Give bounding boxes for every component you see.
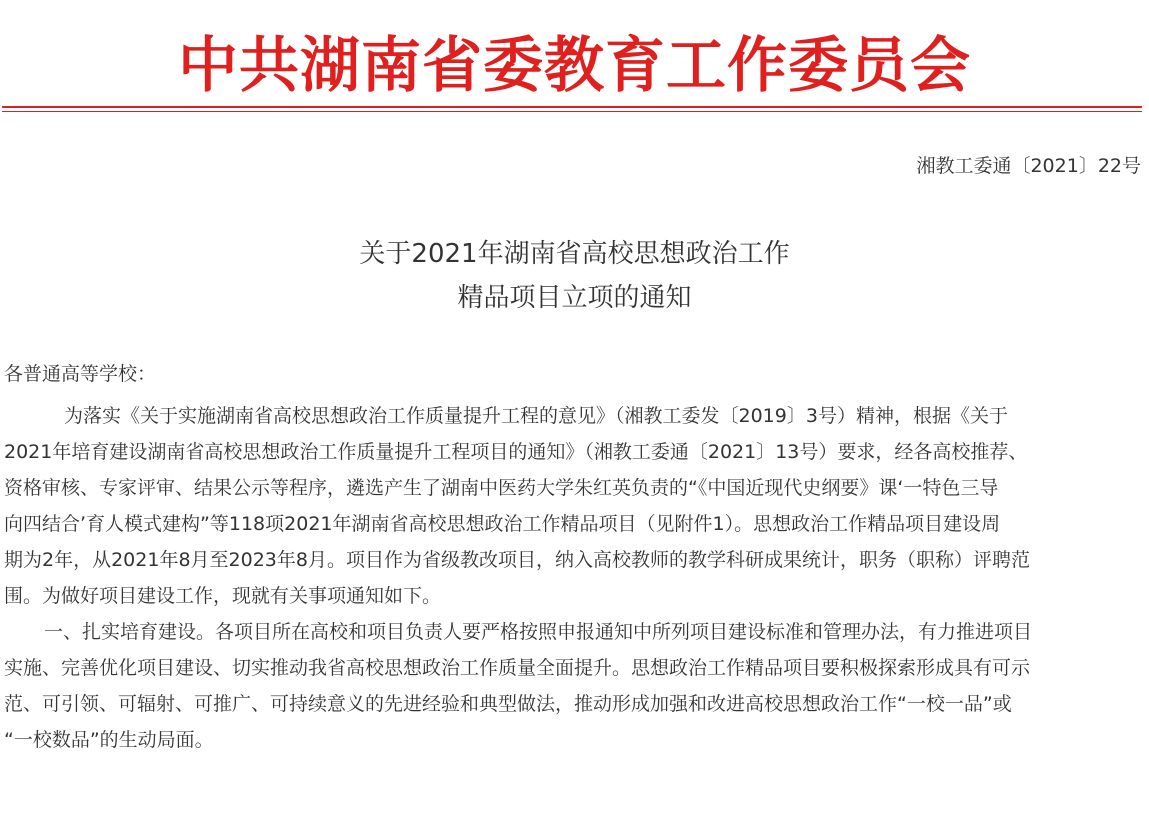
paragraph-2 [4,614,1142,758]
document-title-line-2: 精品项目立项的通知 [457,283,692,313]
document-header [0,0,1149,120]
paragraph-line: 为落实《关于实施湖南省高校思想政治工作质量提升工程的意见》（湘教工委发〔2019〕3号）精神，根据《关于 [64,405,1008,427]
salutation: 各普通高等学校： [4,363,157,385]
paragraph-line: “一校数品”的生动局面。 [4,729,214,751]
document-title-line-1: 关于2021年湖南省高校思想政治工作 [359,239,790,269]
paragraph-1 [4,398,1142,614]
header-divider-thick [2,106,1142,108]
paragraph-line: 范、可引领、可辐射、可推广、可持续意义的先进经验和典型做法，推动形成加强和改进高校思想政治工作“一校一品”或 [4,693,1012,715]
paragraph-line: 资格审核、专家评审、结果公示等程序，遴选产生了湖南中医药大学朱红英负责的“《中国近现代史纲要》课‘一特色三导 [4,477,999,499]
document-title [0,232,1149,320]
header-divider-thin [2,111,1142,112]
document-number: 湘教工委通〔2021〕22号 [916,155,1141,177]
paragraph-line: 围。为做好项目建设工作，现就有关事项通知如下。 [4,585,442,607]
paragraph-line: 实施、完善优化项目建设、切实推动我省高校思想政治工作质量全面提升。思想政治工作精品项目要积极探索形成具有可示 [4,657,1031,679]
paragraph-line: 一、扎实培育建设。各项目所在高校和项目负责人要严格按照申报通知中所列项目建设标准和管理办法，有力推进项目 [44,621,1033,643]
org-title: 中共湖南省委教育工作委员会 [178,31,971,101]
document-body [4,398,1142,758]
paragraph-line: 期为2年，从2021年8月至2023年8月。项目作为省级教改项目，纳入高校教师的教学科研成果统计，职务（职称）评聘范 [4,549,1030,571]
paragraph-line: 向四结合’育人模式建构”等118项2021年湖南省高校思想政治工作精品项目（见附件1）。思想政治工作精品项目建设周 [4,513,1001,535]
paragraph-line: 2021年培育建设湖南省高校思想政治工作质量提升工程项目的通知》（湘教工委通〔2021〕13号）要求，经各高校推荐、 [4,441,1028,463]
